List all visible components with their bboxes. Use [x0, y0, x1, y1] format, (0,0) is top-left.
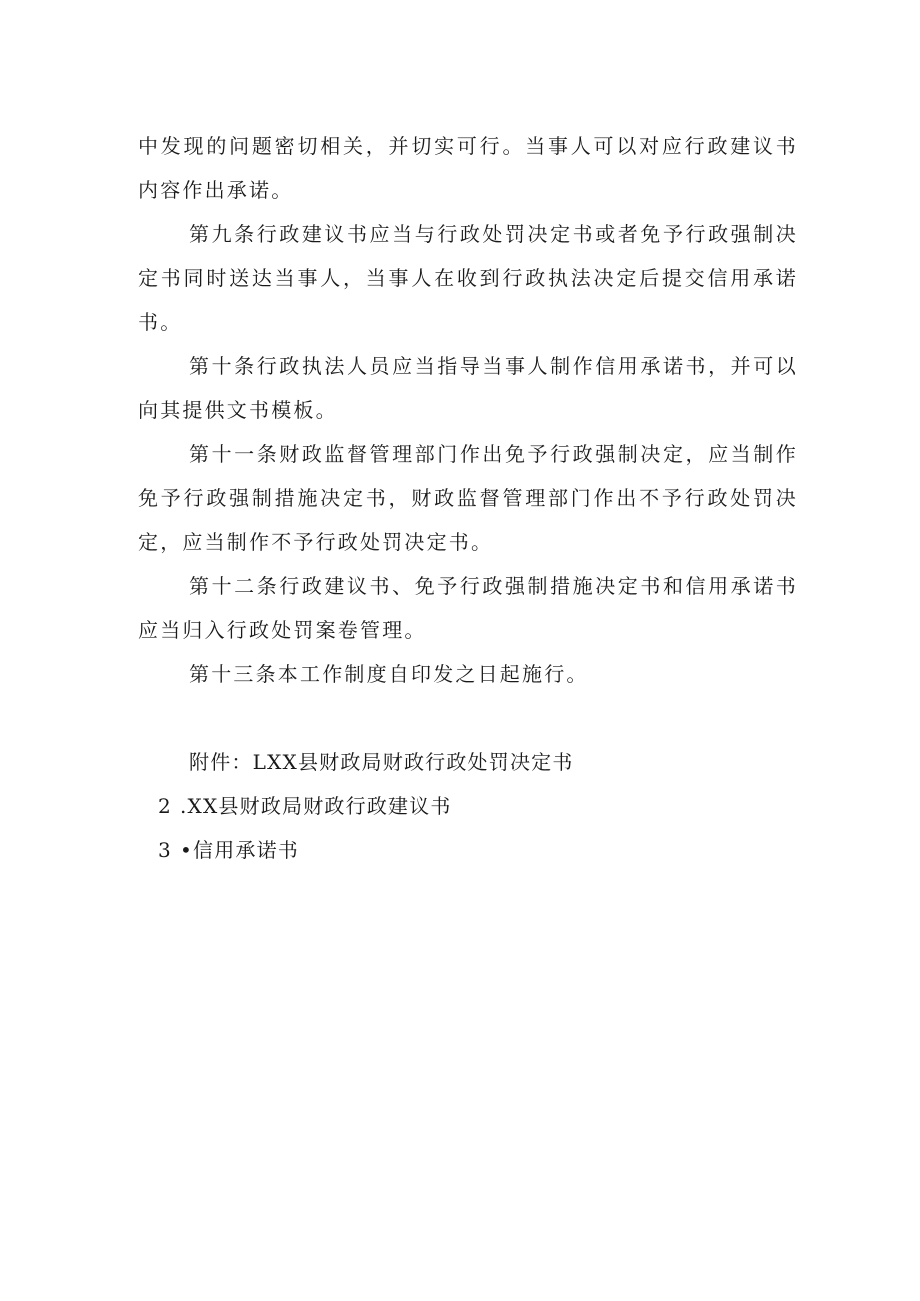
article-9: 第九条行政建议书应当与行政处罚决定书或者免予行政强制决定书同时送达当事人，当事人在收到行政执法决定后提交信用承诺书。 [138, 222, 798, 334]
attachment-item [138, 784, 798, 828]
document-body [138, 124, 798, 872]
attachment-title: .XX县财政局财政行政建议书 [180, 794, 452, 818]
article-12: 第十二条行政建议书、免予行政强制措施决定书和信用承诺书应当归入行政处罚案卷管理。 [138, 574, 798, 642]
attachment-heading: 附件：LXX县财政局财政行政处罚决定书 [189, 750, 574, 774]
article-10: 第十条行政执法人员应当指导当事人制作信用承诺书，并可以向其提供文书模板。 [138, 354, 798, 422]
section-spacer [138, 696, 798, 740]
attachment-item [138, 828, 798, 872]
article-13: 第十三条本工作制度自印发之日起施行。 [189, 662, 589, 686]
article-11: 第十一条财政监督管理部门作出免予行政强制决定，应当制作免予行政强制措施决定书，财政监督管理部门作出不予行政处罚决定，应当制作不予行政处罚决定书。 [138, 442, 798, 554]
attachment-number: 3 [158, 838, 171, 862]
paragraph-continuation: 中发现的问题密切相关，并切实可行。当事人可以对应行政建议书内容作出承诺。 [138, 134, 798, 202]
attachment-title: •信用承诺书 [180, 838, 299, 862]
attachment-number: 2 [158, 794, 171, 818]
